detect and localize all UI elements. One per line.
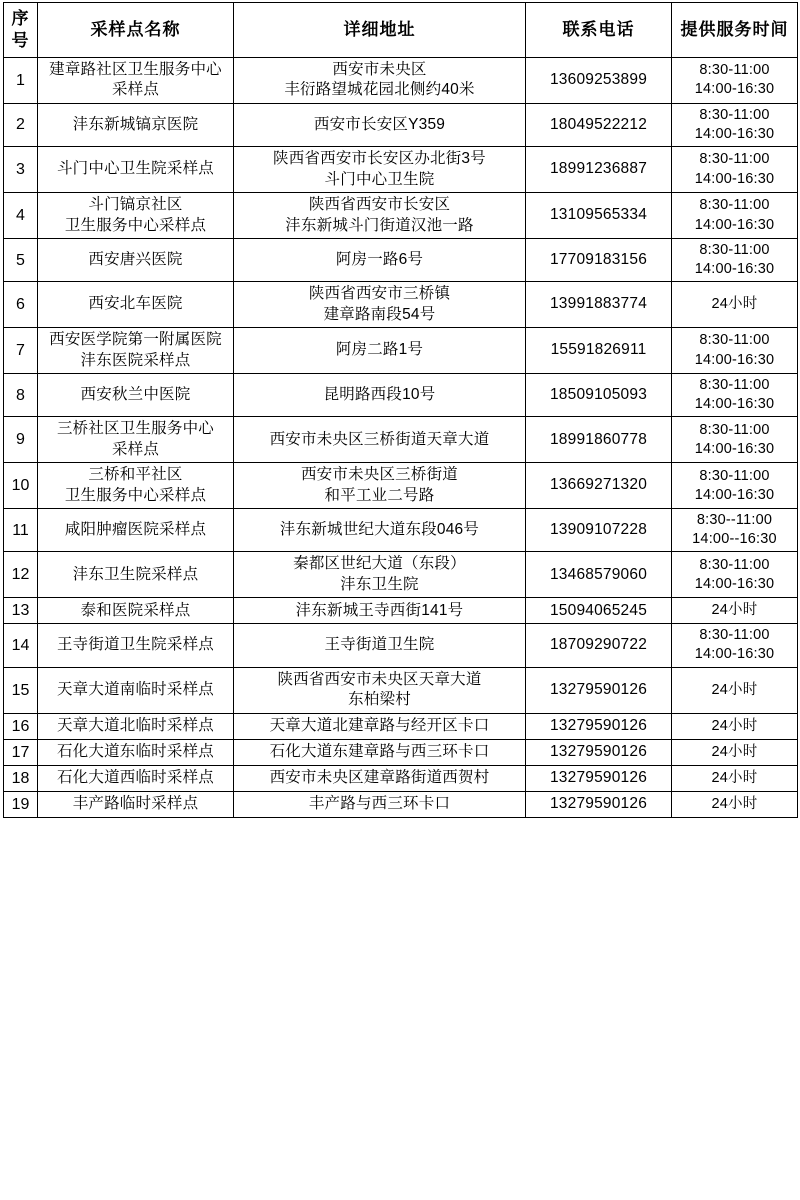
row-index: 17 [4,739,38,765]
site-address [234,739,526,765]
table-row [4,103,798,146]
site-address-line: 西安市未央区 [332,61,427,78]
site-hours [672,193,798,239]
site-name [38,624,234,667]
site-hours-line: 8:30-11:00 [699,106,770,123]
site-phone: 18509105093 [526,374,672,417]
table-row [4,713,798,739]
site-address [234,624,526,667]
site-name-line: 卫生服务中心采样点 [64,486,207,504]
site-name-line: 西安医学院第一附属医院 [49,331,222,349]
site-address [234,103,526,146]
site-address [234,147,526,193]
site-hours-line: 14:00-16:30 [694,486,775,503]
site-hours-line: 14:00-16:30 [694,396,775,413]
site-name [38,58,234,104]
site-name [38,193,234,239]
table-row [4,552,798,598]
site-address-line: 和平工业二号路 [324,486,435,504]
site-hours-line: 8:30-11:00 [699,467,770,484]
site-name [38,147,234,193]
row-index: 18 [4,765,38,791]
site-name [38,765,234,791]
site-address-line: 西安市未央区建章路街道西贺村 [269,769,490,787]
site-hours [672,624,798,667]
site-name [38,328,234,374]
site-name-line: 天章大道南临时采样点 [56,680,214,698]
table-row [4,598,798,624]
site-hours [672,713,798,739]
column-header-index: 序号 [4,3,38,58]
site-name [38,713,234,739]
site-name-line: 沣东医院采样点 [80,351,191,369]
site-hours-line: 14:00-16:30 [694,81,775,98]
site-hours-line: 24小时 [711,769,758,786]
site-hours-line: 14:00-16:30 [694,261,775,278]
row-index: 5 [4,238,38,281]
site-hours-line: 24小时 [711,681,758,698]
site-hours-line: 14:00-16:30 [694,351,775,368]
table-row [4,58,798,104]
site-hours-line: 8:30-11:00 [699,627,770,644]
site-name-line: 西安唐兴医院 [88,250,183,268]
table-body [4,58,798,818]
site-hours-line: 14:00-16:30 [694,575,775,592]
site-address [234,417,526,463]
site-hours-line: 24小时 [711,795,758,812]
site-phone: 18049522212 [526,103,672,146]
site-hours-line: 8:30-11:00 [699,421,770,438]
site-address-line: 丰衍路望城花园北侧约40米 [284,81,475,99]
site-hours-line: 14:00-16:30 [694,440,775,457]
site-address [234,552,526,598]
site-address-line: 西安市未央区三桥街道天章大道 [269,430,490,448]
site-hours [672,58,798,104]
site-name-line: 沣东卫生院采样点 [72,565,199,583]
site-address-line: 天章大道北建章路与经开区卡口 [269,716,490,734]
site-address-line: 沣东新城王寺西街141号 [295,601,464,619]
site-name-line: 咸阳肿瘤医院采样点 [64,520,207,538]
site-hours-line: 14:00-16:30 [694,216,775,233]
site-phone: 13609253899 [526,58,672,104]
site-name [38,791,234,817]
site-phone: 13279590126 [526,791,672,817]
site-address-line: 陕西省西安市长安区 [308,196,451,214]
table-row [4,417,798,463]
site-name [38,103,234,146]
site-name-line: 天章大道北临时采样点 [56,716,214,734]
row-index: 14 [4,624,38,667]
site-address [234,193,526,239]
site-address [234,58,526,104]
site-address [234,791,526,817]
table-row [4,765,798,791]
site-hours-line: 8:30-11:00 [699,556,770,573]
site-hours-line: 14:00-16:30 [694,170,775,187]
site-address [234,374,526,417]
site-hours-line: 14:00-16:30 [694,646,775,663]
site-hours [672,328,798,374]
site-hours-line: 24小时 [711,743,758,760]
site-phone: 17709183156 [526,238,672,281]
site-address-line: 沣东新城世纪大道东段046号 [279,520,480,538]
table-row [4,147,798,193]
site-hours [672,282,798,328]
table-row [4,667,798,713]
site-hours [672,509,798,552]
site-name-line: 三桥和平社区 [88,466,183,484]
site-phone: 13669271320 [526,463,672,509]
row-index: 4 [4,193,38,239]
row-index: 16 [4,713,38,739]
site-address-line: 石化大道东建章路与西三环卡口 [269,742,490,760]
site-address [234,282,526,328]
table-row [4,463,798,509]
site-hours [672,103,798,146]
site-hours-line: 8:30-11:00 [699,62,770,79]
row-index: 12 [4,552,38,598]
site-address [234,238,526,281]
site-address [234,713,526,739]
site-name [38,374,234,417]
site-address [234,667,526,713]
site-address-line: 阿房二路1号 [335,341,424,359]
site-hours-line: 8:30-11:00 [699,332,770,349]
table-row [4,328,798,374]
site-phone: 13279590126 [526,765,672,791]
site-name-line: 斗门中心卫生院采样点 [56,160,214,178]
site-address-line: 东柏梁村 [348,691,411,709]
site-name-line: 采样点 [111,81,160,99]
site-hours-line: 8:30--11:00 [696,512,773,529]
site-hours [672,739,798,765]
site-hours [672,238,798,281]
table-row [4,509,798,552]
row-index: 9 [4,417,38,463]
site-address [234,509,526,552]
site-name-line: 斗门镐京社区 [88,196,183,214]
site-name-line: 西安秋兰中医院 [80,385,191,403]
site-hours-line: 14:00--16:30 [692,531,777,548]
site-name-line: 建章路社区卫生服务中心 [49,61,222,78]
row-index: 6 [4,282,38,328]
site-hours [672,765,798,791]
site-name [38,598,234,624]
site-name [38,417,234,463]
site-address-line: 阿房一路6号 [335,250,424,268]
sampling-site-table [3,2,798,818]
row-index: 2 [4,103,38,146]
site-address-line: 斗门中心卫生院 [324,170,435,188]
site-hours [672,667,798,713]
row-index: 1 [4,58,38,104]
table-row [4,739,798,765]
site-name [38,667,234,713]
site-hours [672,598,798,624]
site-name-line: 卫生服务中心采样点 [64,216,207,234]
site-name-line: 王寺街道卫生院采样点 [56,636,214,654]
site-hours [672,417,798,463]
site-phone: 13468579060 [526,552,672,598]
site-address [234,463,526,509]
site-hours [672,374,798,417]
site-hours-line: 8:30-11:00 [699,151,770,168]
site-name-line: 采样点 [111,440,160,458]
column-header-address: 详细地址 [234,3,526,58]
site-phone: 18991860778 [526,417,672,463]
site-address-line: 西安市长安区Y359 [313,115,446,133]
site-name-line: 丰产路临时采样点 [72,795,199,813]
site-name-line: 石化大道西临时采样点 [56,769,214,787]
site-phone: 13279590126 [526,713,672,739]
site-address-line: 陕西省西安市长安区办北街3号 [273,150,486,168]
table-header-row [4,3,798,58]
row-index: 10 [4,463,38,509]
site-phone: 15591826911 [526,328,672,374]
site-name [38,238,234,281]
site-address-line: 陕西省西安市未央区天章大道 [277,670,482,688]
site-name [38,282,234,328]
site-name-line: 西安北车医院 [88,295,183,313]
table-row [4,193,798,239]
site-name-line: 泰和医院采样点 [80,601,191,619]
site-name-line: 三桥社区卫生服务中心 [56,420,214,438]
site-hours [672,791,798,817]
site-phone: 18991236887 [526,147,672,193]
site-phone: 15094065245 [526,598,672,624]
table-row [4,791,798,817]
site-name [38,509,234,552]
site-phone: 13909107228 [526,509,672,552]
site-address-line: 沣东卫生院 [340,575,419,593]
site-hours [672,147,798,193]
site-name [38,739,234,765]
table-row [4,238,798,281]
column-header-hours: 提供服务时间 [672,3,798,58]
table-row [4,282,798,328]
site-address-line: 西安市未央区三桥街道 [300,466,458,484]
site-phone: 13109565334 [526,193,672,239]
site-address-line: 建章路南段54号 [323,305,436,323]
site-address-line: 昆明路西段10号 [323,385,436,403]
site-name-line: 石化大道东临时采样点 [56,742,214,760]
site-hours-line: 8:30-11:00 [699,377,770,394]
site-phone: 13991883774 [526,282,672,328]
site-address-line: 王寺街道卫生院 [324,636,435,654]
site-phone: 13279590126 [526,667,672,713]
site-hours-line: 24小时 [711,602,758,619]
row-index: 7 [4,328,38,374]
row-index: 11 [4,509,38,552]
site-address [234,598,526,624]
row-index: 3 [4,147,38,193]
site-phone: 18709290722 [526,624,672,667]
site-hours-line: 24小时 [711,296,758,313]
site-name [38,463,234,509]
site-hours [672,463,798,509]
column-header-phone: 联系电话 [526,3,672,58]
table-row [4,624,798,667]
site-hours-line: 14:00-16:30 [694,126,775,143]
site-address [234,765,526,791]
site-address-line: 丰产路与西三环卡口 [308,795,451,813]
site-address-line: 陕西省西安市三桥镇 [308,285,451,303]
row-index: 19 [4,791,38,817]
row-index: 15 [4,667,38,713]
site-address-line: 沣东新城斗门街道汉池一路 [285,216,474,234]
site-address [234,328,526,374]
site-hours-line: 8:30-11:00 [699,197,770,214]
column-header-name: 采样点名称 [38,3,234,58]
site-address-line: 秦都区世纪大道（东段） [293,555,466,573]
site-hours [672,552,798,598]
site-phone: 13279590126 [526,739,672,765]
site-name-line: 沣东新城镐京医院 [72,115,199,133]
site-hours-line: 24小时 [711,717,758,734]
row-index: 13 [4,598,38,624]
table-row [4,374,798,417]
site-name [38,552,234,598]
site-hours-line: 8:30-11:00 [699,241,770,258]
row-index: 8 [4,374,38,417]
